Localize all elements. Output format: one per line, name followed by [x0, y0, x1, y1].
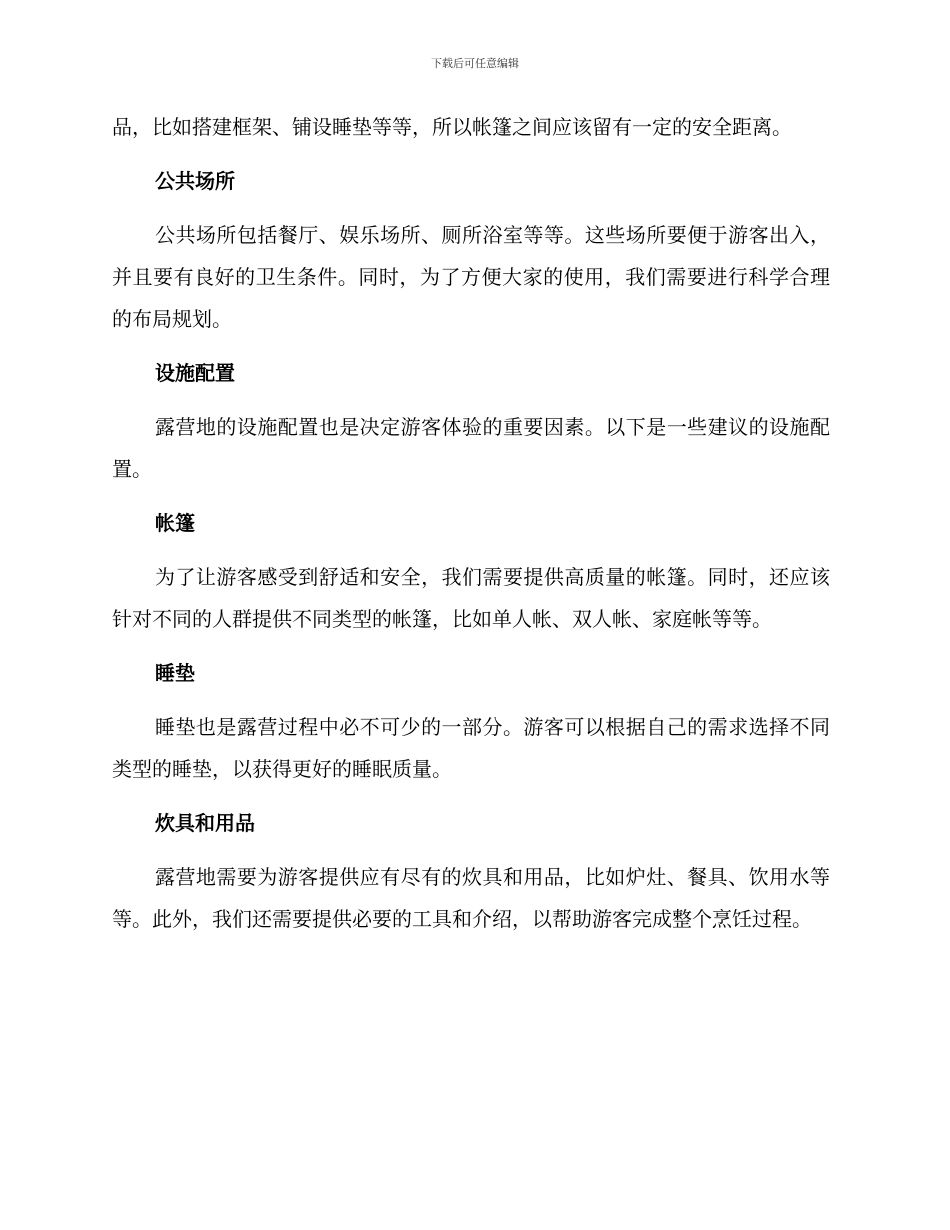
header-note: 下载后可任意编辑 — [431, 57, 519, 70]
paragraph-cookware-supplies: 露营地需要为游客提供应有尽有的炊具和用品，比如炉灶、餐具、饮用水等等。此外，我们还需要提供必要的工具和介绍，以帮助游客完成整个烹饪过程。 — [112, 865, 830, 931]
heading-cookware-supplies: 炊具和用品 — [155, 811, 255, 835]
paragraph-public-places: 公共场所包括餐厅、娱乐场所、厕所浴室等等。这些场所要便于游客出入，并且要有良好的卫生条件。同时，为了方便大家的使用，我们需要进行科学合理的布局规划。 — [112, 223, 830, 331]
heading-public-places: 公共场所 — [155, 169, 235, 193]
heading-facility-configuration: 设施配置 — [155, 361, 235, 385]
paragraph-tents: 为了让游客感受到舒适和安全，我们需要提供高质量的帐篷。同时，还应该针对不同的人群提供不同类型的帐篷，比如单人帐、双人帐、家庭帐等等。 — [112, 565, 830, 631]
paragraph-facility-configuration: 露营地的设施配置也是决定游客体验的重要因素。以下是一些建议的设施配置。 — [112, 415, 830, 481]
paragraph-sleeping-pads: 睡垫也是露营过程中必不可少的一部分。游客可以根据自己的需求选择不同类型的睡垫，以获得更好的睡眠质量。 — [112, 715, 830, 781]
paragraph-continued: 品，比如搭建框架、铺设睡垫等等，所以帐篷之间应该留有一定的安全距离。 — [112, 115, 792, 139]
heading-tents: 帐篷 — [155, 511, 195, 535]
document-body — [112, 106, 830, 952]
heading-sleeping-pads: 睡垫 — [155, 661, 195, 685]
